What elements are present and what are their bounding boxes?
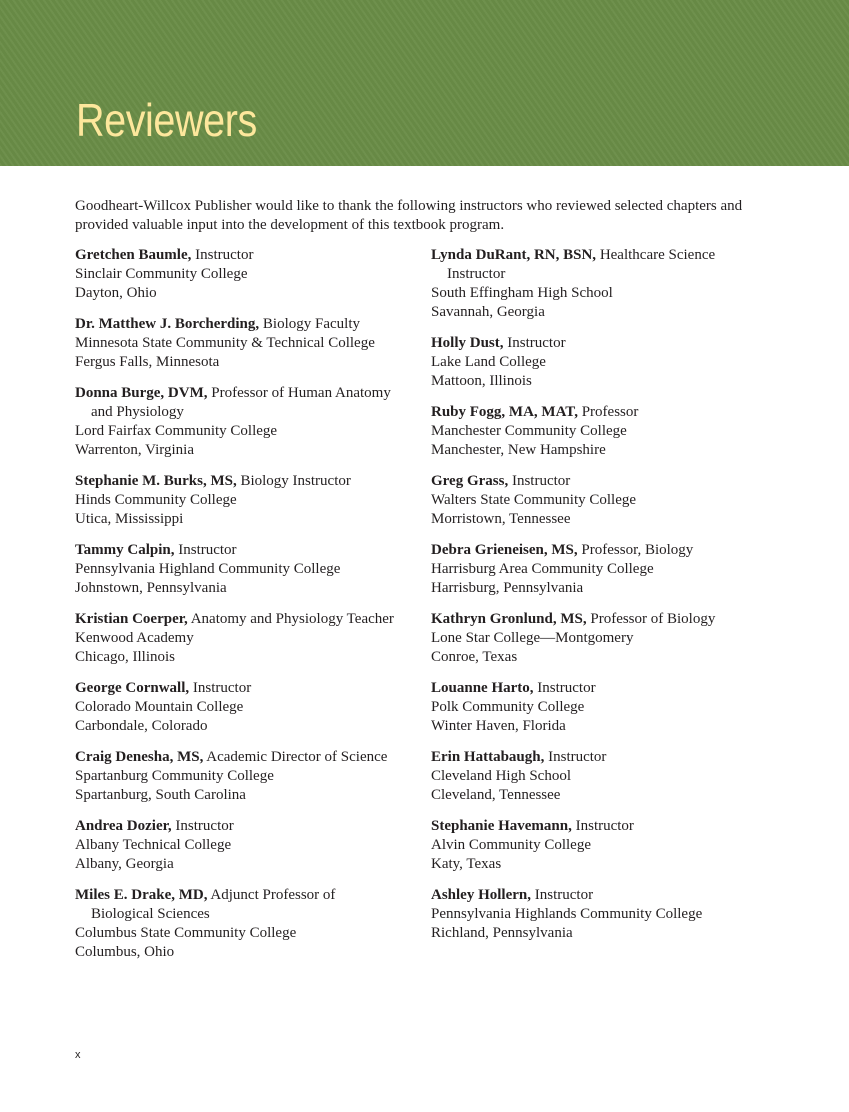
reviewer-role: Professor of Human Anatomy (211, 385, 391, 401)
intro-paragraph: Goodheart-Willcox Publisher would like to thank the following instructors who reviewed selected chapters and provided valuable input into the development of this textbook program. (75, 198, 743, 233)
reviewer-institution: Minnesota State Community & Technical College (75, 335, 375, 351)
reviewer-role: Healthcare Science (599, 247, 716, 263)
reviewer-role: Instructor (195, 247, 254, 263)
reviewer-entry (75, 384, 425, 460)
reviewer-name: Debra Grieneisen, MS, (431, 542, 578, 558)
reviewer-location: Spartanburg, South Carolina (75, 787, 246, 803)
reviewer-institution: Pennsylvania Highland Community College (75, 561, 341, 577)
reviewer-institution: Cleveland High School (431, 768, 571, 784)
reviewer-entry (431, 886, 781, 943)
reviewer-location: Winter Haven, Florida (431, 718, 566, 734)
reviewer-name: Stephanie Havemann, (431, 818, 572, 834)
reviewer-entry (75, 679, 425, 736)
reviewer-role: Instructor (548, 749, 607, 765)
reviewer-institution: Lord Fairfax Community College (75, 423, 278, 439)
reviewer-name: Tammy Calpin, (75, 542, 175, 558)
reviewer-entry (75, 246, 425, 303)
reviewer-role: Professor of Biology (590, 611, 716, 627)
reviewer-name: Craig Denesha, MS, (75, 749, 204, 765)
reviewer-name: Holly Dust, (431, 335, 504, 351)
reviewer-entry (75, 315, 425, 372)
reviewer-role: Adjunct Professor of (210, 887, 336, 903)
reviewer-location: Chicago, Illinois (75, 649, 175, 665)
reviewer-location: Columbus, Ohio (75, 944, 175, 960)
reviewer-institution: Pennsylvania Highlands Community College (431, 906, 703, 922)
reviewer-location: Albany, Georgia (75, 856, 174, 872)
reviewer-entry (75, 610, 425, 667)
reviewer-role: Instructor (575, 818, 634, 834)
reviewer-name: Louanne Harto, (431, 680, 534, 696)
reviewer-role: Instructor (507, 335, 566, 351)
reviewer-role-continued: Biological Sciences (91, 906, 210, 922)
reviewer-role: Instructor (534, 887, 594, 903)
reviewer-location: Richland, Pennsylvania (431, 925, 573, 941)
reviewer-institution: Manchester Community College (431, 423, 627, 439)
reviewer-name: Ashley Hollern, (431, 887, 531, 903)
reviewer-location: Harrisburg, Pennsylvania (431, 580, 584, 596)
reviewer-entry (431, 472, 781, 529)
reviewer-entry (75, 748, 425, 805)
reviewer-location: Fergus Falls, Minnesota (75, 354, 220, 370)
reviewer-role: Instructor (192, 680, 252, 696)
reviewer-institution: Colorado Mountain College (75, 699, 244, 715)
reviewer-entry (431, 610, 781, 667)
reviewer-institution: Spartanburg Community College (75, 768, 274, 784)
reviewer-entry (431, 679, 781, 736)
reviewer-role: Instructor (537, 680, 596, 696)
reviewer-name: Greg Grass, (431, 473, 509, 489)
reviewer-entry (75, 817, 425, 874)
reviewer-institution: Harrisburg Area Community College (431, 561, 654, 577)
reviewer-institution: Kenwood Academy (75, 630, 194, 646)
reviewer-location: Warrenton, Virginia (75, 442, 194, 458)
reviewer-entry (75, 541, 425, 598)
reviewer-name: Lynda DuRant, RN, BSN, (431, 247, 597, 263)
reviewer-role: Professor, Biology (581, 542, 694, 558)
reviewer-location: Dayton, Ohio (75, 285, 157, 301)
reviewer-location: Savannah, Georgia (431, 304, 545, 320)
reviewer-institution: Sinclair Community College (75, 266, 248, 282)
reviewer-entry (75, 472, 425, 529)
reviewers-right-column (431, 246, 781, 955)
reviewer-entry (431, 246, 781, 322)
reviewer-name: Kathryn Gronlund, MS, (431, 611, 587, 627)
reviewer-role: Professor (581, 404, 639, 420)
reviewer-name: Dr. Matthew J. Borcherding, (75, 316, 260, 332)
reviewer-name: Erin Hattabaugh, (431, 749, 545, 765)
page-number: x (75, 1049, 81, 1061)
reviewer-institution: Albany Technical College (75, 837, 232, 853)
reviewer-name: George Cornwall, (75, 680, 190, 696)
reviewer-role: Anatomy and Physiology Teacher (190, 611, 394, 627)
reviewer-institution: Lone Star College—Montgomery (431, 630, 634, 646)
reviewer-role: Academic Director of Science (206, 749, 388, 765)
reviewer-entry (431, 817, 781, 874)
reviewer-role-continued: and Physiology (91, 404, 184, 420)
reviewer-institution: Columbus State Community College (75, 925, 297, 941)
reviewer-location: Morristown, Tennessee (431, 511, 571, 527)
reviewer-name: Ruby Fogg, MA, MAT, (431, 404, 578, 420)
reviewer-location: Manchester, New Hampshire (431, 442, 606, 458)
reviewer-name: Kristian Coerper, (75, 611, 188, 627)
reviewer-name: Miles E. Drake, MD, (75, 887, 208, 903)
reviewer-entry (431, 541, 781, 598)
reviewer-location: Mattoon, Illinois (431, 373, 532, 389)
reviewer-location: Johnstown, Pennsylvania (75, 580, 227, 596)
reviewers-left-column (75, 246, 425, 974)
reviewer-entry (75, 886, 425, 962)
reviewer-name: Donna Burge, DVM, (75, 385, 208, 401)
reviewer-role: Instructor (175, 818, 234, 834)
reviewer-location: Carbondale, Colorado (75, 718, 208, 734)
reviewer-name: Gretchen Baumle, (75, 247, 192, 263)
reviewer-institution: Polk Community College (431, 699, 585, 715)
reviewer-location: Cleveland, Tennessee (431, 787, 561, 803)
reviewer-institution: Hinds Community College (75, 492, 237, 508)
reviewer-location: Conroe, Texas (431, 649, 518, 665)
reviewer-name: Stephanie M. Burks, MS, (75, 473, 237, 489)
reviewer-name: Andrea Dozier, (75, 818, 172, 834)
reviewer-role: Biology Instructor (240, 473, 351, 489)
reviewer-location: Utica, Mississippi (75, 511, 184, 527)
reviewer-institution: Lake Land College (431, 354, 546, 370)
reviewer-institution: South Effingham High School (431, 285, 613, 301)
reviewer-location: Katy, Texas (431, 856, 502, 872)
reviewer-role: Biology Faculty (262, 316, 360, 332)
reviewer-entry (431, 334, 781, 391)
page-title: Reviewers (76, 94, 257, 146)
reviewer-role: Instructor (178, 542, 237, 558)
reviewer-entry (431, 403, 781, 460)
reviewer-role-continued: Instructor (447, 266, 506, 282)
reviewer-institution: Alvin Community College (431, 837, 591, 853)
reviewer-role: Instructor (511, 473, 571, 489)
reviewer-entry (431, 748, 781, 805)
reviewer-institution: Walters State Community College (431, 492, 637, 508)
